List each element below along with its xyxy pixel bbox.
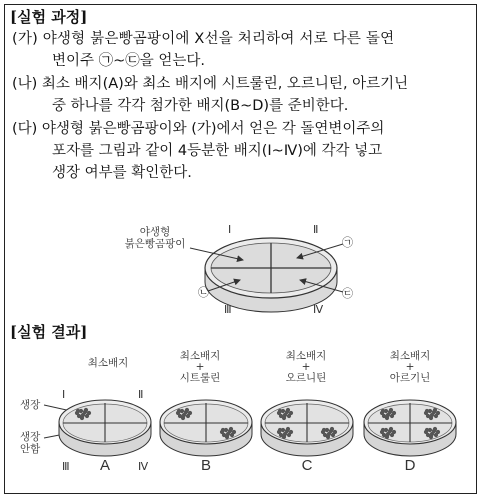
- result-plate-b: [160, 400, 252, 474]
- step-ga-line1: (가) 야생형 붉은빵곰팡이에 X선을 처리하여 서로 다른 돌연: [12, 31, 395, 47]
- setup-quadrant-2-label: Ⅱ: [313, 223, 319, 236]
- legend-no-growth-line2: 안함: [20, 443, 41, 455]
- wild-type-label-line2: 붉은빵곰팡이: [124, 238, 186, 250]
- wild-type-label-line1: 야생형: [139, 226, 171, 238]
- procedure-heading: [실험 과정]: [10, 8, 88, 26]
- plate-a-quadrant-3-label: Ⅲ: [62, 460, 70, 473]
- plate-a-quadrant-2-label: Ⅱ: [138, 388, 144, 401]
- result-plate-c: [261, 400, 353, 474]
- plate-d-title-line3: 아르기닌: [389, 372, 431, 384]
- plate-d-title-line1: 최소배지: [389, 350, 431, 362]
- mutant-2-label: ㉡: [198, 286, 209, 299]
- plate-b-title-line1: 최소배지: [179, 350, 221, 362]
- step-da-line2: 포자를 그림과 같이 4등분한 배지(Ⅰ~Ⅳ)에 각각 넣고: [52, 143, 383, 159]
- plate-b-title-line2: +: [195, 361, 205, 373]
- plate-c-title-line2: +: [301, 361, 311, 373]
- step-na-line2: 중 하나를 각각 첨가한 배지(B~D)를 준비한다.: [52, 98, 349, 114]
- plate-d-letter: D: [404, 457, 416, 474]
- plate-b-title-line3: 시트룰린: [179, 372, 221, 384]
- legend-no-growth-line1: 생장: [20, 431, 41, 443]
- results-heading: [실험 결과]: [10, 323, 88, 341]
- plate-a-quadrant-4-label: Ⅳ: [138, 460, 149, 473]
- step-ga-line2: 변이주 ㉠~㉢을 얻는다.: [52, 53, 206, 69]
- setup-quadrant-4-label: Ⅳ: [313, 303, 324, 316]
- step-na-line1: (나) 최소 배지(A)와 최소 배지에 시트룰린, 오르니틴, 아르기닌: [12, 76, 409, 92]
- setup-quadrant-3-label: Ⅲ: [224, 303, 232, 316]
- step-da-line3: 생장 여부를 확인한다.: [52, 165, 192, 181]
- plate-a-quadrant-1-label: Ⅰ: [62, 388, 66, 401]
- mutant-1-label: ㉠: [342, 236, 353, 249]
- plate-c-title-line1: 최소배지: [285, 350, 327, 362]
- legend-growth-label: 생장: [20, 399, 41, 411]
- setup-quadrant-1-label: Ⅰ: [228, 223, 232, 236]
- plate-b-letter: B: [200, 457, 212, 474]
- result-plate-d: [364, 400, 456, 474]
- plate-a-title-line1: 최소배지: [87, 357, 129, 369]
- plate-a-letter: A: [99, 457, 111, 474]
- plate-c-title-line3: 오르니틴: [285, 372, 327, 384]
- step-da-line1: (다) 야생형 붉은빵곰팡이와 (가)에서 얻은 각 돌연변이주의: [12, 121, 385, 137]
- plate-c-letter: C: [301, 457, 313, 474]
- mutant-3-label: ㉢: [342, 287, 353, 300]
- plate-d-title-line2: +: [405, 361, 415, 373]
